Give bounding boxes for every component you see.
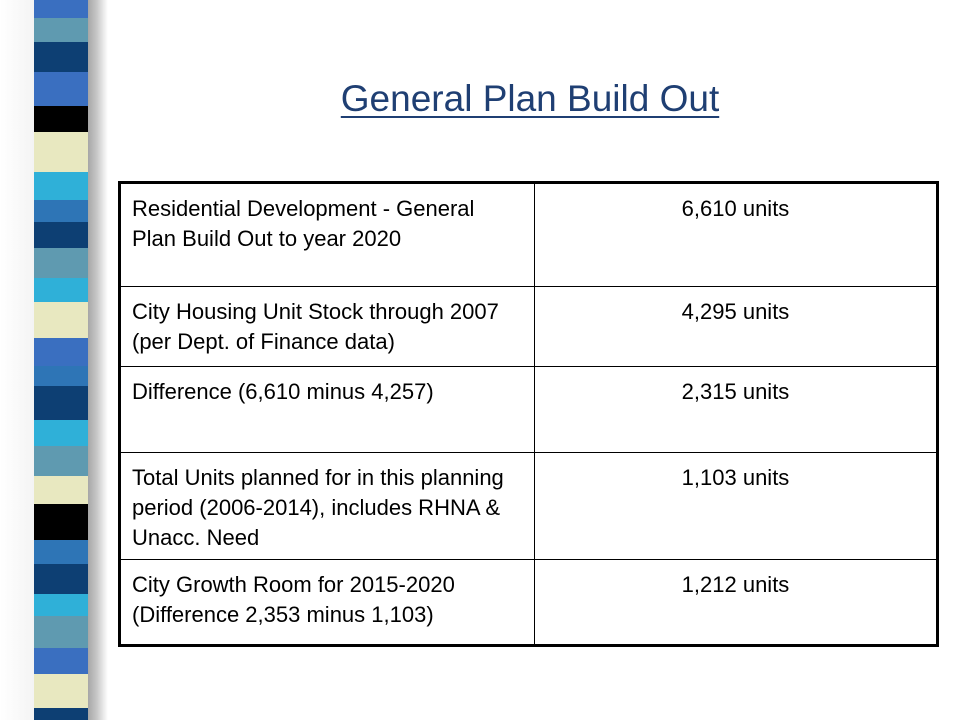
table-row xyxy=(120,367,938,453)
stripe-segment xyxy=(34,172,88,200)
slide-title: General Plan Build Out xyxy=(340,78,720,119)
stripe-segment xyxy=(34,338,88,366)
stripe-segment xyxy=(34,648,88,674)
stripe-segment xyxy=(34,504,88,540)
stripe-segment xyxy=(34,248,88,278)
row-value: 6,610 units xyxy=(535,183,938,287)
stripe-segment xyxy=(34,222,88,248)
table-row xyxy=(120,560,938,646)
stripe-segment xyxy=(34,616,88,648)
stripe-segment xyxy=(34,132,88,172)
stripe-segment xyxy=(34,476,88,504)
build-out-table xyxy=(118,181,939,647)
stripe-segment xyxy=(34,18,88,42)
row-label: Difference (6,610 minus 4,257) xyxy=(120,367,535,453)
row-label: Total Units planned for in this planning period (2006-2014), includes RHNA & Unacc. Need xyxy=(120,453,535,560)
stripe-segment xyxy=(34,446,88,476)
stripe-segment xyxy=(34,674,88,708)
stripe-segment xyxy=(34,42,88,72)
stripe-segment xyxy=(34,278,88,302)
row-value: 4,295 units xyxy=(535,287,938,367)
stripe-segment xyxy=(34,594,88,616)
stripe-segment xyxy=(34,708,88,720)
table-row xyxy=(120,453,938,560)
row-value: 1,103 units xyxy=(535,453,938,560)
table-row xyxy=(120,183,938,287)
stripe-segment xyxy=(34,386,88,420)
stripe-segment xyxy=(34,0,88,18)
stripe-segment xyxy=(34,200,88,222)
table-row xyxy=(120,287,938,367)
stripe-segment xyxy=(34,302,88,338)
row-value: 1,212 units xyxy=(535,560,938,646)
stripe-segment xyxy=(34,540,88,564)
row-label: Residential Development - General Plan Build Out to year 2020 xyxy=(120,183,535,287)
row-label: City Growth Room for 2015-2020 (Difference 2,353 minus 1,103) xyxy=(120,560,535,646)
stripe-segment xyxy=(34,420,88,446)
stripe-segment xyxy=(34,366,88,386)
stripe-segment xyxy=(34,564,88,594)
row-value: 2,315 units xyxy=(535,367,938,453)
row-label: City Housing Unit Stock through 2007 (per Dept. of Finance data) xyxy=(120,287,535,367)
